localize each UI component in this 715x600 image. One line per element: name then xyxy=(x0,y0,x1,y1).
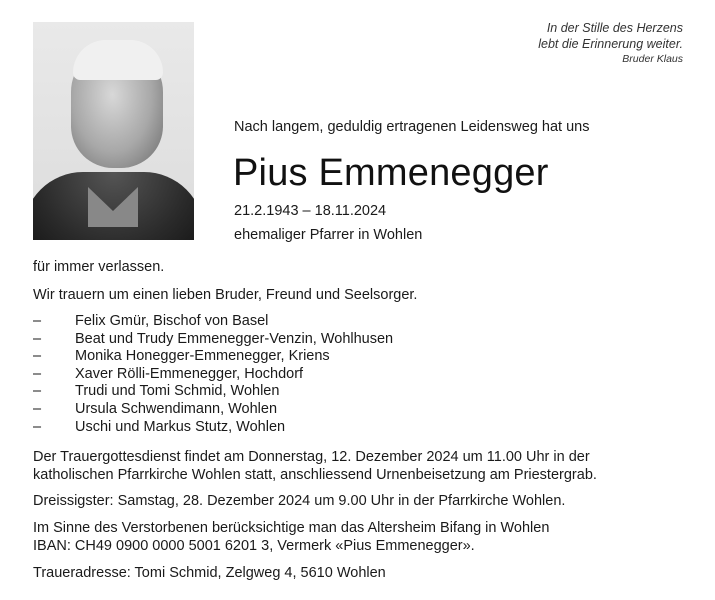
list-item: – Xaver Rölli-Emmenegger, Hochdorf xyxy=(33,365,304,382)
deceased-name: Pius Emmenegger xyxy=(233,152,549,194)
closing-text: für immer verlassen. xyxy=(33,259,165,275)
memorial-quote xyxy=(538,20,683,67)
quote-line: lebt die Erinnerung weiter. xyxy=(538,37,683,51)
list-item: – Ursula Schwendimann, Wohlen xyxy=(33,400,278,417)
intro-text: Nach langem, geduldig ertragenen Leidensweg hat uns xyxy=(234,119,590,135)
service-info: Der Trauergottesdienst findet am Donnerstag, 12. Dezember 2024 um 11.00 Uhr in der katholischen Pfarrkirche Wohlen statt, anschliessend Urnenbeisetzung am Priestergrab. xyxy=(33,449,597,483)
mourners-list xyxy=(33,313,393,436)
quote-author: Bruder Klaus xyxy=(622,53,683,65)
portrait-photo xyxy=(33,22,194,240)
mourning-text: Wir trauern um einen lieben Bruder, Freund und Seelsorger. xyxy=(33,287,418,303)
list-item: – Monika Honegger-Emmenegger, Kriens xyxy=(33,348,330,365)
list-item: – Felix Gmür, Bischof von Basel xyxy=(33,313,269,329)
list-item: – Beat und Trudy Emmenegger-Venzin, Wohlhusen xyxy=(33,330,394,347)
role-text: ehemaliger Pfarrer in Wohlen xyxy=(234,227,423,243)
donation-info: Im Sinne des Verstorbenen berücksichtige man das Altersheim Bifang in Wohlen IBAN: CH49 0900 0000 5001 6201 3, Vermerk «Pius Emmenegger». xyxy=(33,520,550,554)
list-item: – Uschi und Markus Stutz, Wohlen xyxy=(33,418,286,435)
quote-line: In der Stille des Herzens xyxy=(546,21,683,35)
list-item: – Trudi und Tomi Schmid, Wohlen xyxy=(33,383,280,400)
life-dates: 21.2.1943 – 18.11.2024 xyxy=(234,203,387,219)
mourning-address: Traueradresse: Tomi Schmid, Zelgweg 4, 5610 Wohlen xyxy=(33,565,386,581)
dreissigster-info: Dreissigster: Samstag, 28. Dezember 2024 um 9.00 Uhr in der Pfarrkirche Wohlen. xyxy=(33,493,566,509)
